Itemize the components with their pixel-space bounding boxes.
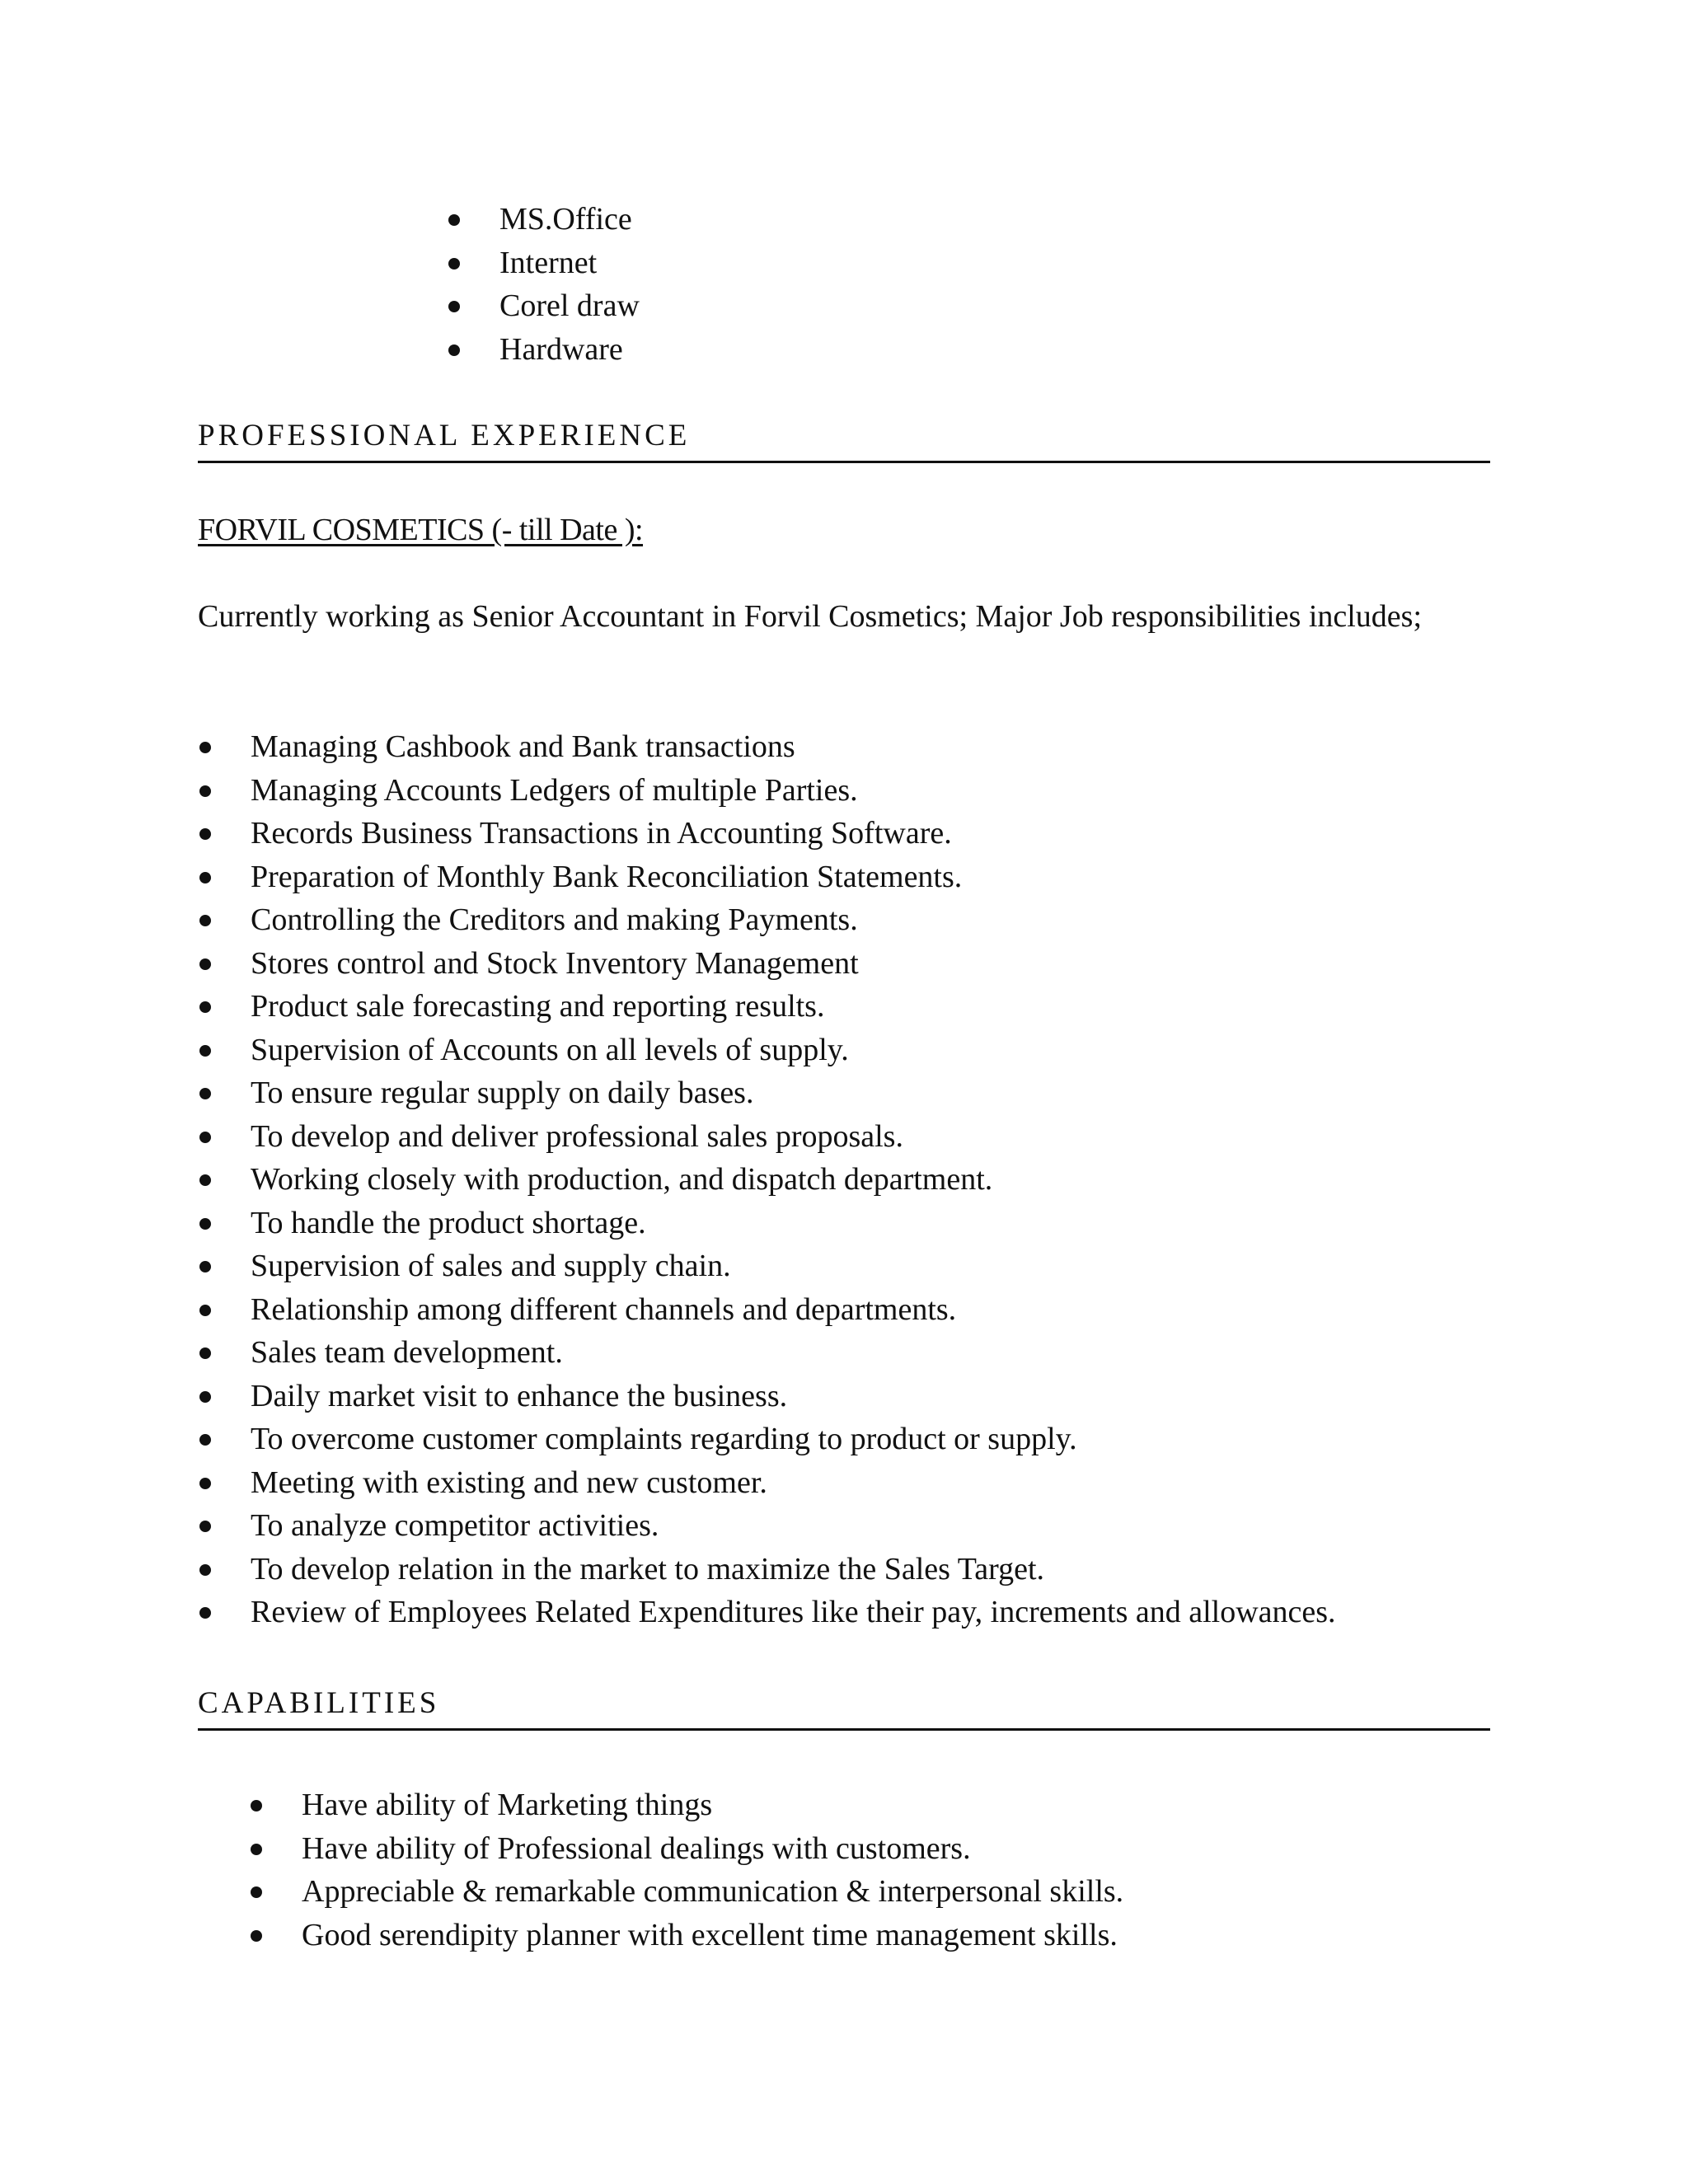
list-item-text: Appreciable & remarkable communication & interpersonal skills. [302,1874,1124,1909]
bullet-icon [199,1478,211,1489]
bullet-icon [199,1434,211,1446]
list-item-text: Have ability of Professional dealings with customers. [302,1830,971,1866]
bullet-icon [199,828,211,840]
bullet-icon [251,1800,262,1811]
bullet-icon [199,1132,211,1143]
list-item-text: To develop relation in the market to maximize the Sales Target. [251,1551,1045,1586]
list-item-text: Working closely with production, and dispatch department. [251,1162,993,1197]
bullet-icon [199,1521,211,1532]
bullet-icon [199,915,211,926]
bullet-icon [199,1564,211,1576]
bullet-icon [199,1088,211,1099]
bullet-icon [448,258,460,269]
bullet-icon [448,214,460,226]
bullet-icon [199,1347,211,1359]
list-item-text: Corel draw [499,288,640,323]
list-item-text: Managing Accounts Ledgers of multiple Parties. [251,772,858,808]
bullet-icon [199,958,211,970]
bullet-icon [251,1930,262,1942]
list-item-text: To ensure regular supply on daily bases. [251,1076,754,1110]
list-item-text: Controlling the Creditors and making Payments. [251,902,858,937]
bullet-icon [199,1391,211,1403]
list-item-text: Records Business Transactions in Accounting Software. [251,816,952,851]
list-item-text: Good serendipity planner with excellent time management skills. [302,1917,1118,1952]
bullet-icon [199,1607,211,1619]
bullet-icon [199,785,211,797]
list-item-text: To analyze competitor activities. [251,1508,659,1543]
list-item-text: Product sale forecasting and reporting results. [251,989,825,1024]
list-item-text: Sales team development. [251,1335,563,1370]
list-item-text: To handle the product shortage. [251,1205,646,1240]
list-item-text: Review of Employees Related Expenditures like their pay, increments and allowances. [251,1595,1336,1629]
bullet-icon [199,872,211,883]
experience-intro: Currently working as Senior Accountant in Forvil Cosmetics; Major Job responsibilities includes; [198,599,1423,634]
list-item-text: MS.Office [499,202,632,237]
bullet-icon [199,1218,211,1230]
company-title: FORVIL COSMETICS (- till Date ): [198,513,644,547]
bullet-icon [199,742,211,753]
list-item-text: Managing Cashbook and Bank transactions [251,729,795,764]
list-item-text: Supervision of sales and supply chain. [251,1249,731,1283]
bullet-icon [199,1001,211,1013]
bullet-icon [199,1305,211,1316]
bullet-icon [448,301,460,312]
section-heading-professional-experience: PROFESSIONAL EXPERIENCE [198,416,1490,463]
bullet-icon [199,1045,211,1057]
list-item-text: To develop and deliver professional sales proposals. [251,1118,903,1154]
bullet-icon [448,344,460,356]
bullet-icon [251,1886,262,1898]
list-item-text: To overcome customer complaints regarding to product or supply. [251,1422,1077,1456]
list-item-text: Hardware [499,331,623,367]
list-item-text: Preparation of Monthly Bank Reconciliation Statements. [251,859,963,894]
list-item-text: Stores control and Stock Inventory Management [251,945,859,981]
list-item-text: Meeting with existing and new customer. [251,1465,767,1500]
bullet-icon [251,1844,262,1855]
section-heading-capabilities: CAPABILITIES [198,1684,1490,1731]
bullet-icon [199,1261,211,1272]
list-item-text: Have ability of Marketing things [302,1788,713,1822]
list-item-text: Daily market visit to enhance the business. [251,1378,788,1413]
list-item-text: Relationship among different channels and departments. [251,1291,957,1327]
bullet-icon [199,1174,211,1186]
list-item-text: Internet [499,245,598,280]
list-item-text: Supervision of Accounts on all levels of supply. [251,1032,849,1067]
